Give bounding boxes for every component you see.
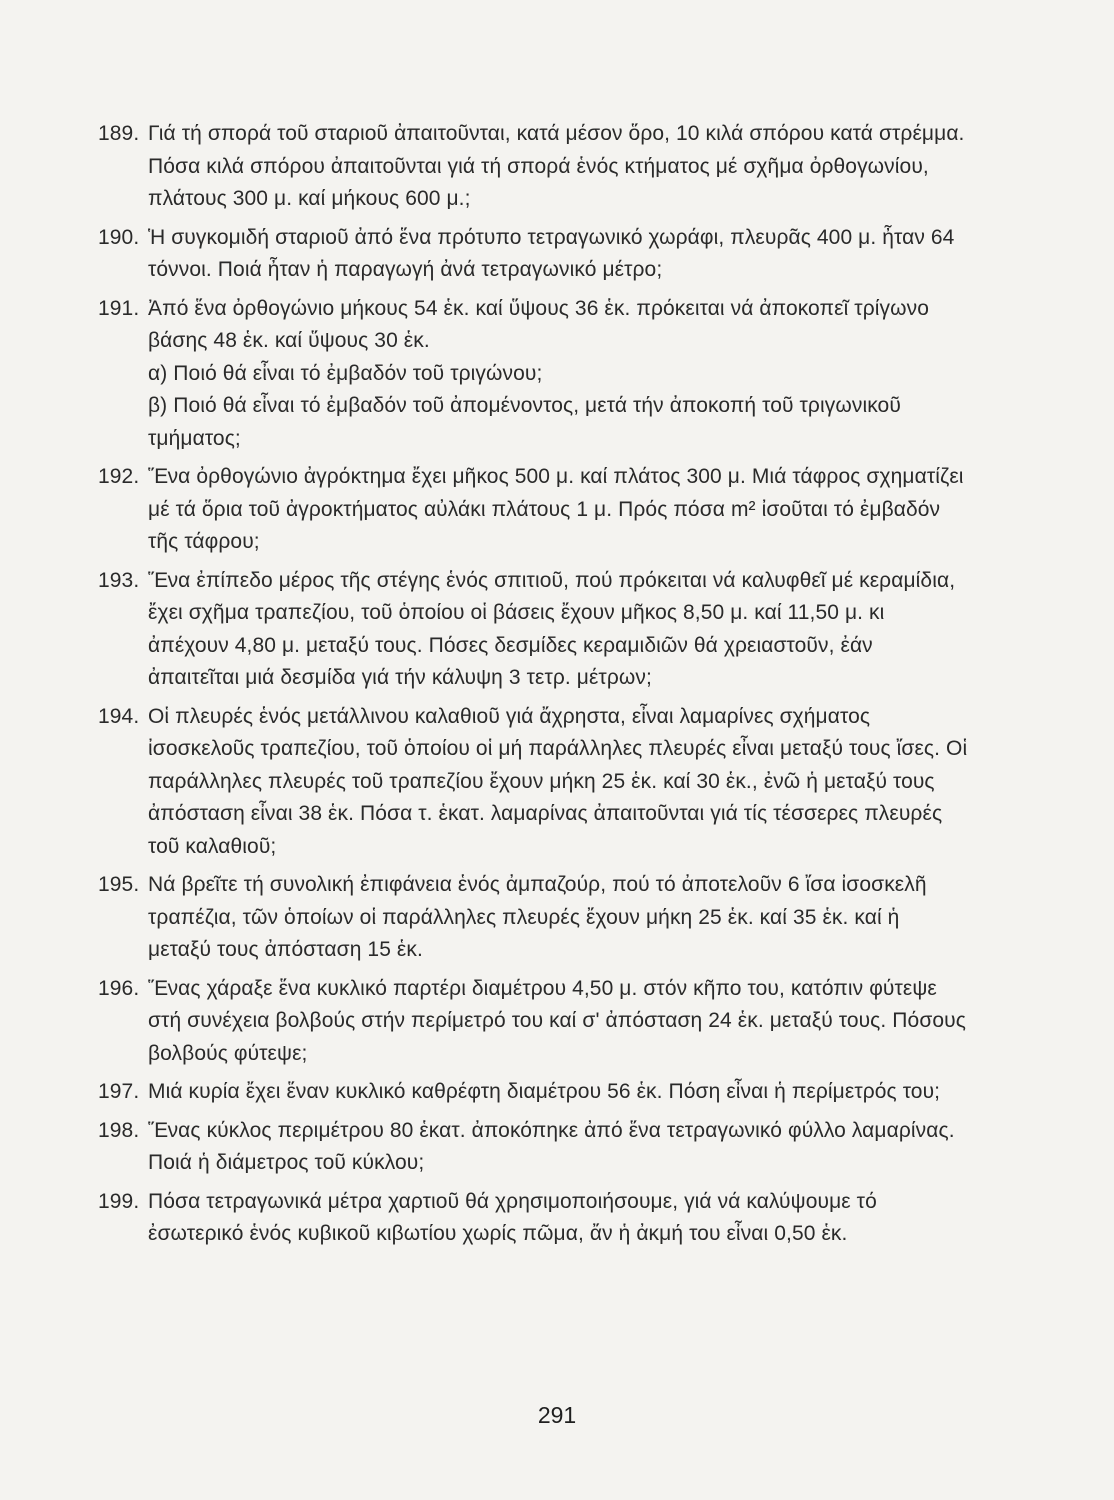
problem-number: 194. <box>98 704 140 728</box>
problem-text: Ἡ συγκομιδή σταριοῦ ἀπό ἕνα πρότυπο τετραγωνικό χωράφι, πλευρᾶς 400 μ. ἦταν 64 τόννοι. Ποιά ἦταν ἡ παραγωγή ἀνά τετραγωνικό μέτρο; <box>148 225 955 281</box>
problem-item <box>98 973 968 1071</box>
problem-text: Ἕνας κύκλος περιμέτρου 80 ἑκατ. ἀποκόπηκε ἀπό ἕνα τετραγωνικό φύλλο λαμαρίνας. Ποιά ἡ διάμετρος τοῦ κύκλου; <box>148 1118 955 1174</box>
problem-number: 189. <box>98 122 140 145</box>
problem-item <box>98 293 968 456</box>
problem-text: Ἀπό ἕνα ὀρθογώνιο μήκους 54 ἑκ. καί ὕψους 36 ἑκ. πρόκειται νά ἀποκοπεῖ τρίγωνο βάσης 48 ἑκ. καί ὕψους 30 ἑκ. <box>148 296 929 352</box>
problem-text: Γιά τή σπορά τοῦ σταριοῦ ἀπαιτοῦνται, κατά μέσον ὅρο, 10 κιλά σπόρου κατά στρέμμα. Πόσα κιλά σπόρου ἀπαιτοῦνται γιά τή σπορά ἑνός κτήματος μέ σχῆμα ὀρθογωνίου, πλάτους 300 μ. καί μήκους 600 μ.; <box>148 122 965 210</box>
problem-number: 196. <box>98 976 140 1000</box>
problem-item <box>98 1115 968 1180</box>
sub-question-list <box>148 358 968 456</box>
problem-list <box>98 118 968 1257</box>
problem-item <box>98 565 968 695</box>
sub-question-b: β) Ποιό θά εἶναι τό ἐμβαδόν τοῦ ἀπομένοντος, μετά τήν ἀποκοπή τοῦ τριγωνικοῦ τμήματος; <box>148 394 901 450</box>
problem-text: Ἕνα ὀρθογώνιο ἀγρόκτημα ἔχει μῆκος 500 μ. καί πλάτος 300 μ. Μιά τάφρος σχηματίζει μέ τά ὅρια τοῦ ἀγροκτήματος αὐλάκι πλάτους 1 μ. Πρός πόσα m² ἰσοῦται τό ἐμβαδόν τῆς τάφρου; <box>148 465 964 553</box>
problem-item <box>98 222 968 287</box>
sub-question-a: α) Ποιό θά εἶναι τό ἐμβαδόν τοῦ τριγώνου; <box>148 361 543 385</box>
problem-item <box>98 461 968 559</box>
page-number: 291 <box>537 1402 577 1428</box>
problem-text: Ἕνας χάραξε ἕνα κυκλικό παρτέρι διαμέτρου 4,50 μ. στόν κῆπο του, κατόπιν φύτεψε στή συνέχεια βολβούς στήν περίμετρό του καί σ' ἀπόσταση 24 ἑκ. μεταξύ τους. Πόσους βολβούς φύτεψε; <box>148 976 966 1065</box>
problem-number: 195. <box>98 873 140 896</box>
problem-text: Μιά κυρία ἔχει ἕναν κυκλικό καθρέφτη διαμέτρου 56 ἑκ. Πόση εἶναι ἡ περίμετρός του; <box>148 1080 941 1103</box>
problem-number: 193. <box>98 568 140 592</box>
problem-number: 198. <box>98 1118 140 1142</box>
problem-number: 190. <box>98 225 140 249</box>
problem-text: Νά βρεῖτε τή συνολική ἐπιφάνεια ἑνός ἀμπαζούρ, πού τό ἀποτελοῦν 6 ἴσα ἰσοσκελῆ τραπέζια, τῶν ὁποίων οἱ παράλληλες πλευρές ἔχουν μήκη 25 ἑκ. καί 35 ἑκ. καί ἡ μεταξύ τους ἀπόσταση 15 ἑκ. <box>148 873 927 961</box>
problem-item <box>98 701 968 864</box>
problem-number: 192. <box>98 465 140 488</box>
problem-item <box>98 869 968 967</box>
problem-text: Οἱ πλευρές ἑνός μετάλλινου καλαθιοῦ γιά ἄχρηστα, εἶναι λαμαρίνες σχήματος ἰσοσκελοῦς τραπεζίου, τοῦ ὁποίου οἱ μή παράλληλες πλευρές εἶναι μεταξύ τους ἴσες. Οἱ παράλληλες πλευρές τοῦ τραπεζίου ἔχουν μήκη 25 ἑκ. καί 30 ἑκ., ἐνῶ ἡ μεταξύ τους ἀπόσταση εἶναι 38 ἑκ. Πόσα τ. ἑκατ. λαμαρίνας ἀπαιτοῦνται γιά τίς τέσσερες πλευρές τοῦ καλαθιοῦ; <box>148 704 968 858</box>
problem-item <box>98 118 968 216</box>
problem-number: 199. <box>98 1189 140 1213</box>
problem-item <box>98 1186 968 1251</box>
problem-text: Ἕνα ἐπίπεδο μέρος τῆς στέγης ἑνός σπιτιοῦ, πού πρόκειται νά καλυφθεῖ μέ κεραμίδια, ἔχει σχῆμα τραπεζίου, τοῦ ὁποίου οἱ βάσεις ἔχουν μῆκος 8,50 μ. καί 11,50 μ. κι ἀπέχουν 4,80 μ. μεταξύ τους. Πόσες δεσμίδες κεραμιδιῶν θά χρειαστοῦν, ἐάν ἀπαιτεῖται μιά δεσμίδα γιά τήν κάλυψη 3 τετρ. μέτρων; <box>148 568 956 689</box>
problem-number: 197. <box>98 1080 140 1103</box>
problem-number: 191. <box>98 296 140 320</box>
problem-item <box>98 1076 968 1109</box>
problem-text: Πόσα τετραγωνικά μέτρα χαρτιοῦ θά χρησιμοποιήσουμε, γιά νά καλύψουμε τό ἐσωτερικό ἑνός κυβικοῦ κιβωτίου χωρίς πῶμα, ἄν ἡ ἀκμή του εἶναι 0,50 ἑκ. <box>148 1189 877 1245</box>
